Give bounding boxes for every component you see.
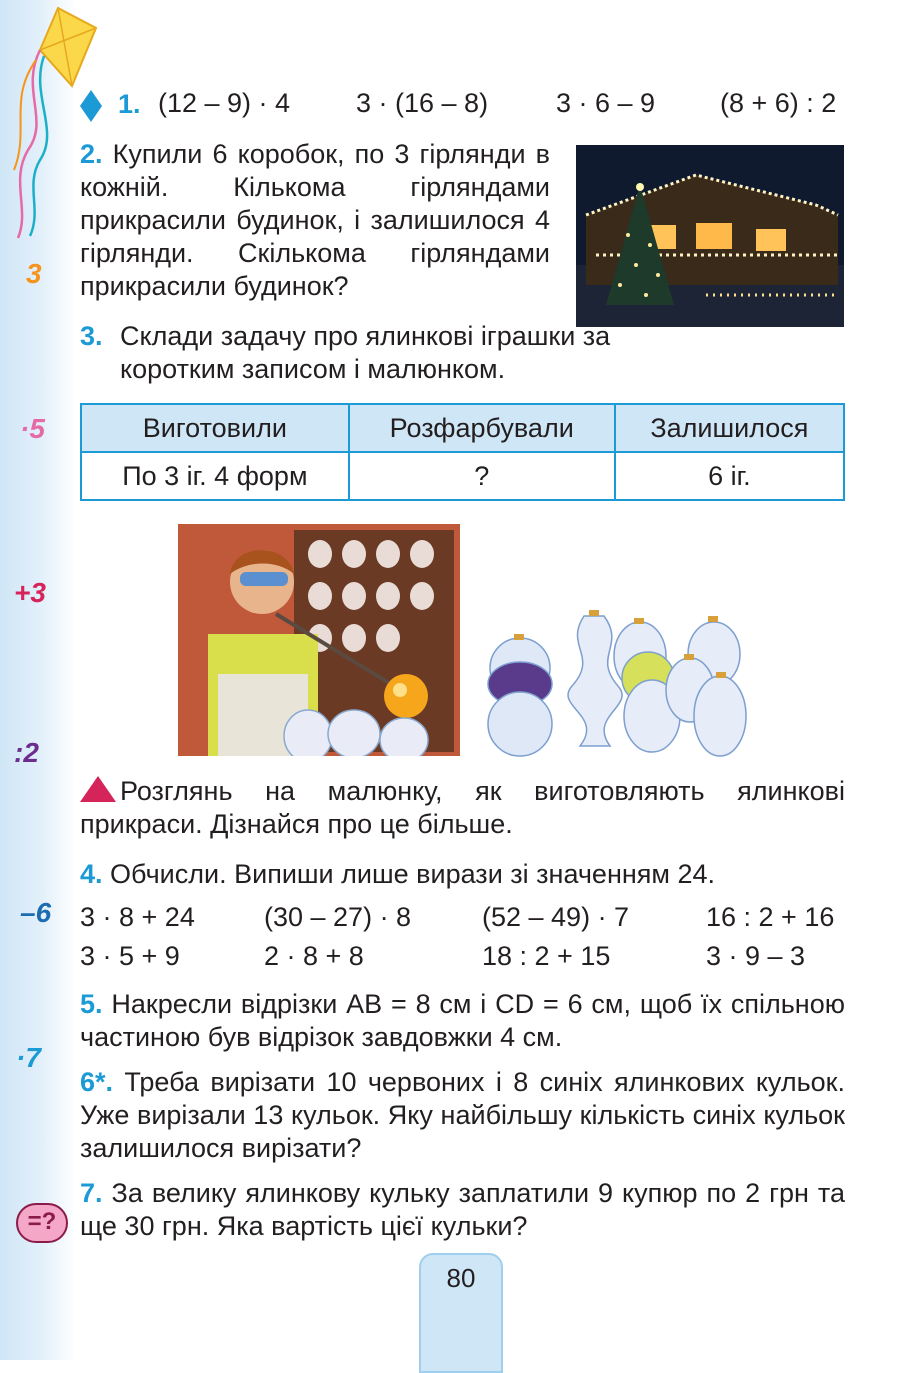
house-photo [576, 145, 844, 327]
task4-expr-2-4: 3 · 9 – 3 [706, 941, 806, 971]
task4-expr-1-3: (52 – 49) · 7 [482, 902, 630, 932]
task4-expr-2-1: 3 · 5 + 9 [80, 941, 180, 971]
note-text: Розглянь на малюнку, як виготовляють ялинкові прикраси. Дізнайся про це більше. [80, 776, 845, 839]
task1-expr-3: 3 · 6 – 9 [556, 88, 656, 118]
task4-expr-1-4: 16 : 2 + 16 [706, 902, 835, 932]
table-cell-painted: ? [349, 452, 615, 500]
task5-number: 5. [80, 989, 103, 1019]
task5 [80, 988, 845, 1054]
task5-text: Накресли відрізки AB = 8 см і CD = 6 см, щоб їх спільною частиною був відрізок завдовжки 4 см. [80, 989, 845, 1052]
glassblower-illustration [178, 524, 460, 756]
task4-expr-1-1: 3 · 8 + 24 [80, 902, 195, 932]
task4-expr-2-3: 18 : 2 + 15 [482, 941, 611, 971]
house-illustration [576, 145, 844, 327]
table-cell-left: 6 іг. [615, 452, 844, 500]
task2-number: 2. [80, 139, 103, 169]
task7 [80, 1177, 845, 1243]
task1-expr-1: (12 – 9) · 4 [158, 88, 291, 118]
ornaments-illustration [484, 606, 754, 758]
answer-icon-label: =? [27, 1208, 57, 1235]
task6 [80, 1066, 845, 1165]
margin-symbol-4: :2 [14, 737, 39, 768]
task1-number: 1. [118, 89, 141, 119]
margin-symbol-2: ·5 [20, 413, 45, 444]
table-header-painted: Розфарбували [349, 404, 615, 452]
table-cell-made: По 3 іг. 4 форм [81, 452, 349, 500]
task3-number: 3. [80, 321, 103, 351]
diamond-icon [80, 90, 102, 122]
page-number: 80 [446, 1263, 476, 1293]
short-record-table [80, 403, 845, 501]
task4 [80, 858, 845, 891]
margin-symbol-1: 3 [26, 258, 42, 289]
task4-number: 4. [80, 859, 103, 889]
margin-symbol-3: +3 [14, 577, 46, 608]
answer-icon [16, 1203, 68, 1243]
task4-expr-1-2: (30 – 27) · 8 [264, 902, 412, 932]
task3-text: Склади задачу про ялинкові іграшки за коротким записом і малюнком. [120, 321, 611, 384]
task2-text: Купили 6 коробок, по 3 гірлянди в кожній. Кількома гірляндами прикрасили будинок, і залишилося 4 гірлянди. Скількома гірляндами прикрасили будинок? [80, 139, 550, 301]
margin-symbol-6: ·7 [16, 1042, 41, 1073]
task4-expr-2-2: 2 · 8 + 8 [264, 941, 364, 971]
task7-number: 7. [80, 1178, 103, 1208]
table-header-made: Виготовили [81, 404, 349, 452]
page-number-tab [419, 1253, 503, 1373]
table-header-left: Залишилося [615, 404, 844, 452]
task1-expr-2: 3 · (16 – 8) [356, 88, 489, 118]
margin-symbol-5: –6 [20, 897, 52, 928]
task6-text: Треба вирізати 10 червоних і 8 синіх ялинкових кульок. Уже вирізали 13 кульок. Яку найбільшу кількість синіх кульок залишилося вирізати? [80, 1067, 845, 1163]
task7-text: За велику ялинкову кульку заплатили 9 купюр по 2 грн та ще 30 грн. Яка вартість цієї кульки? [80, 1178, 845, 1241]
task6-number: 6*. [80, 1067, 114, 1097]
task1-expr-4: (8 + 6) : 2 [720, 88, 837, 118]
task2 [80, 138, 550, 303]
task4-text: Обчисли. Випиши лише вирази зі значенням 24. [110, 859, 715, 889]
